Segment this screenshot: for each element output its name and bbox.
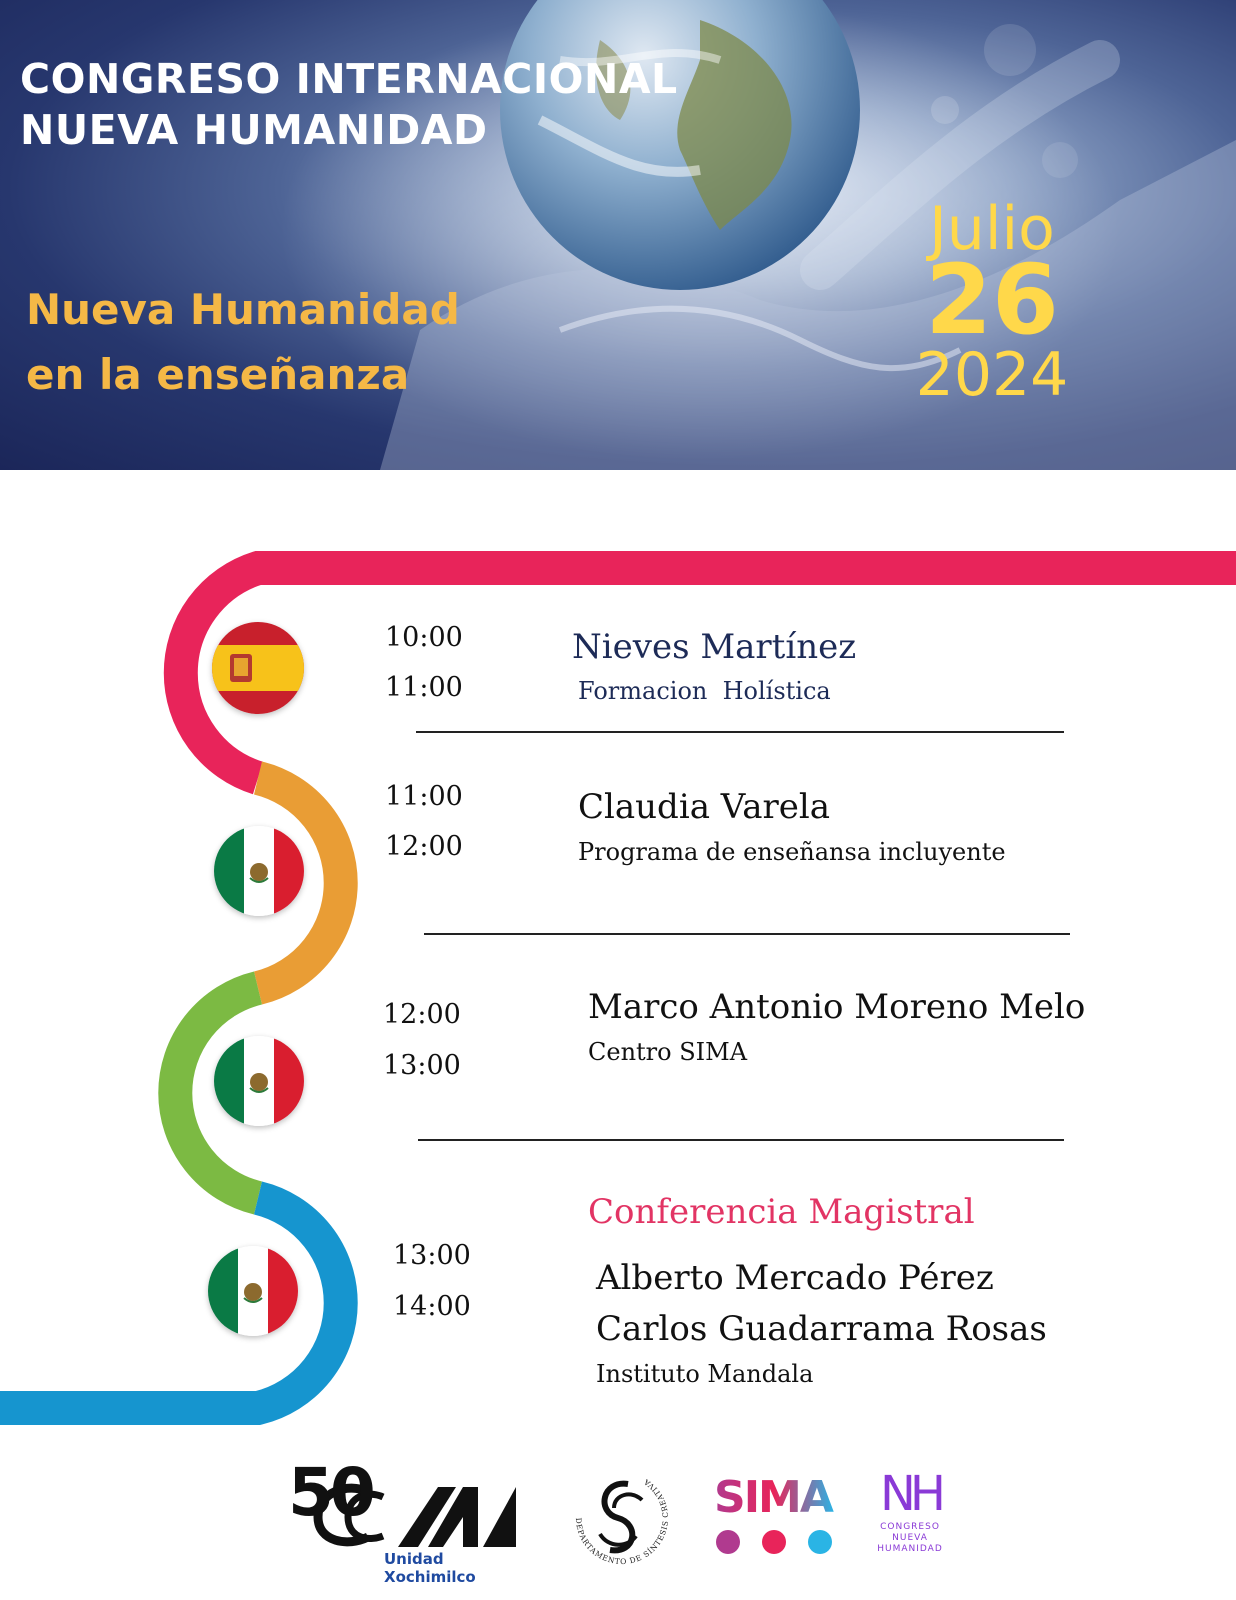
session-1-speaker: Nieves Martínez <box>572 627 857 667</box>
flag-mexico-badge-1 <box>214 826 304 916</box>
nh-monogram: NH <box>880 1466 940 1522</box>
uam-unit-caption: Unidad Xochimilco <box>384 1550 476 1586</box>
sima-dot <box>808 1530 832 1554</box>
session-4-speaker-2: Carlos Guadarrama Rosas <box>596 1309 1047 1349</box>
session-4-heading: Conferencia Magistral <box>588 1192 975 1232</box>
uam-xochimilco-logo <box>288 1454 518 1586</box>
session-1-end-time: 11:00 <box>385 672 463 703</box>
session-4-organization: Instituto Mandala <box>596 1360 814 1388</box>
event-title-line-1: CONGRESO INTERNACIONAL <box>20 55 678 103</box>
session-4-speaker-1: Alberto Mercado Pérez <box>596 1258 994 1298</box>
event-subtitle-line-2: en la enseñanza <box>26 350 410 399</box>
session-3-speaker: Marco Antonio Moreno Melo <box>588 987 1086 1027</box>
mexico-flag-icon <box>214 1036 304 1126</box>
session-4-start-time: 13:00 <box>393 1240 471 1271</box>
mexico-flag-icon <box>208 1246 298 1336</box>
date-month: Julio <box>929 194 1055 264</box>
session-3-start-time: 12:00 <box>383 999 461 1030</box>
sima-logo <box>712 1470 842 1560</box>
sima-dot <box>716 1530 740 1554</box>
session-2-organization: Programa de enseñansa incluyente <box>578 838 1006 866</box>
session-4-end-time: 14:00 <box>393 1291 471 1322</box>
dept-ring-text: DEPARTAMENTO DE SÍNTESIS CREATIVA <box>573 1476 671 1567</box>
congreso-nueva-humanidad-logo <box>870 1466 950 1566</box>
sima-wordmark: SIMA <box>714 1472 832 1523</box>
event-title-line-2: NUEVA HUMANIDAD <box>20 106 488 154</box>
date-day: 26 <box>925 244 1059 356</box>
spain-flag-icon <box>212 622 304 714</box>
sima-dot <box>762 1530 786 1554</box>
event-subtitle-line-1: Nueva Humanidad <box>26 285 460 334</box>
session-1-organization: Formacion Holística <box>578 677 831 705</box>
session-2-start-time: 11:00 <box>385 781 463 812</box>
divider <box>416 731 1064 733</box>
nh-caption-line-3: HUMANIDAD <box>877 1544 943 1554</box>
dept-sintesis-creativa-logo <box>566 1462 678 1574</box>
timeline-segment-red <box>181 568 1236 778</box>
uam-50-number: 50 <box>288 1454 372 1531</box>
session-3-organization: Centro SIMA <box>588 1038 748 1066</box>
date-year: 2024 <box>915 340 1069 410</box>
flag-mexico-badge-3 <box>208 1246 298 1336</box>
nh-caption-line-2: NUEVA <box>892 1533 928 1543</box>
flag-spain-badge <box>212 622 304 714</box>
session-2-end-time: 12:00 <box>385 831 463 862</box>
nh-caption-line-1: CONGRESO <box>880 1522 940 1532</box>
session-2-speaker: Claudia Varela <box>578 787 830 827</box>
divider <box>418 1139 1064 1141</box>
divider <box>424 933 1070 935</box>
mexico-flag-icon <box>214 826 304 916</box>
session-1-start-time: 10:00 <box>385 622 463 653</box>
session-3-end-time: 13:00 <box>383 1050 461 1081</box>
flag-mexico-badge-2 <box>214 1036 304 1126</box>
